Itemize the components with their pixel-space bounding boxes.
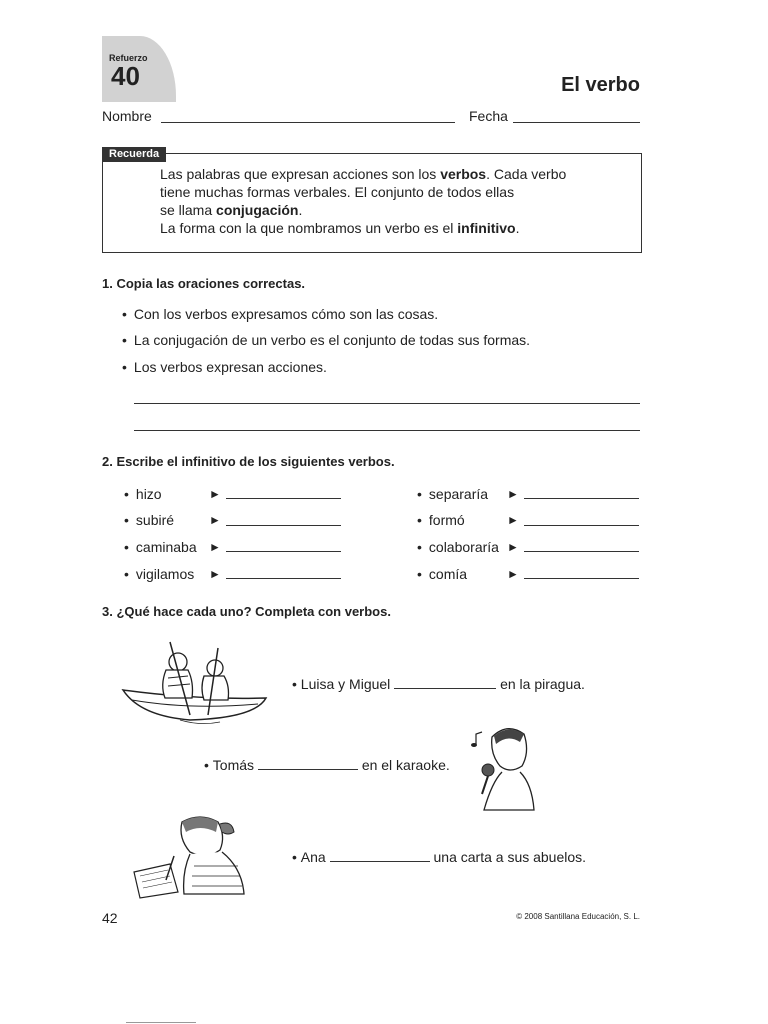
q3-s2-start: Tomás [212,757,255,773]
question-2-title: 2. Escribe el infinitivo de los siguientes verbos. [102,454,395,469]
question-3-title: 3. ¿Qué hace cada uno? Completa con verbos. [102,604,391,619]
q2-answer-caminaba[interactable] [226,551,341,552]
q2-verb-subire: • subiré [124,512,174,528]
q3-answer-1[interactable] [394,677,496,689]
q2-answer-colaboraria[interactable] [524,551,639,552]
q3-s3-start: Ana [300,849,326,865]
q3-sentence-2 [204,757,450,773]
q1-sentence-2: • La conjugación de un verbo es el conjunto de todas sus formas. [122,332,530,348]
canoe-illustration [120,640,270,730]
recuerda-line-1-pre: Las palabras que expresan acciones son los [160,166,441,182]
q3-s1-end: en la piragua. [500,676,585,692]
q2-verb-separaria: • separaría [417,486,488,502]
recuerda-term-infinitivo: infinitivo [457,220,516,236]
arrow-icon: ► [507,513,519,527]
recuerda-line-2: tiene muchas formas verbales. El conjunto de todos ellas [160,184,515,200]
q1-sentence-1: • Con los verbos expresamos cómo son las cosas. [122,306,438,322]
bottom-divider [126,1022,196,1023]
q2-verb-formo: • formó [417,512,465,528]
page-number: 42 [102,910,118,926]
recuerda-term-conjugacion: conjugación [216,202,299,218]
q2-answer-vigilamos[interactable] [226,578,341,579]
recuerda-tag: Recuerda [102,147,166,162]
q2-answer-hizo[interactable] [226,498,341,499]
nombre-field[interactable] [161,122,455,123]
q1-sentence-3: • Los verbos expresan acciones. [122,359,327,375]
singer-illustration [462,722,542,814]
q2-answer-subire[interactable] [226,525,341,526]
arrow-icon: ► [209,513,221,527]
arrow-icon: ► [209,540,221,554]
q2-verb-comia: • comía [417,566,467,582]
q2-verb-vigilamos: • vigilamos [124,566,194,582]
arrow-icon: ► [507,540,519,554]
recuerda-text [160,165,630,237]
q2-verb-colaboraria: • colaboraría [417,539,499,555]
arrow-icon: ► [209,567,221,581]
q1-answer-line-1[interactable] [134,403,640,404]
q2-answer-formo[interactable] [524,525,639,526]
fecha-field[interactable] [513,122,640,123]
writing-girl-illustration [130,810,250,900]
recuerda-line-4 [160,219,630,237]
arrow-icon: ► [507,567,519,581]
recuerda-term-verbos: verbos [440,166,487,182]
q1-answer-line-2[interactable] [134,430,640,431]
recuerda-line-3-pre: se llama [160,202,217,218]
recuerda-line-4-pre: La forma con la que nombramos un verbo es el [160,220,458,236]
arrow-icon: ► [209,487,221,501]
fecha-label: Fecha [469,108,508,124]
bullet-dot: • [204,757,213,773]
recuerda-line-1 [160,165,630,183]
question-1-title: 1. Copia las oraciones correctas. [102,276,306,291]
q2-verb-caminaba: • caminaba [124,539,197,555]
q3-s3-end: una carta a sus abuelos. [433,849,587,865]
badge-number: 40 [111,61,140,91]
q2-answer-separaria[interactable] [524,498,639,499]
q3-answer-3[interactable] [330,850,430,862]
bullet-dot: • [292,676,301,692]
q3-answer-2[interactable] [258,758,358,770]
q2-answer-comia[interactable] [524,578,639,579]
q3-sentence-3 [292,849,586,865]
copyright-text: © 2008 Santillana Educación, S. L. [516,912,640,921]
nombre-label: Nombre [102,108,152,124]
recuerda-line-1-post: . Cada verbo [486,166,567,182]
q3-sentence-1 [292,676,585,692]
recuerda-line-4-post: . [515,220,520,236]
recuerda-line-3 [160,201,630,219]
badge-label: Refuerzo [109,53,148,63]
q3-s2-end: en el karaoke. [361,757,450,773]
q2-verb-hizo: • hizo [124,486,162,502]
arrow-icon: ► [507,487,519,501]
q3-s1-start: Luisa y Miguel [300,676,391,692]
page-title: El verbo [561,74,640,96]
recuerda-line-3-post: . [298,202,303,218]
bullet-dot: • [292,849,301,865]
